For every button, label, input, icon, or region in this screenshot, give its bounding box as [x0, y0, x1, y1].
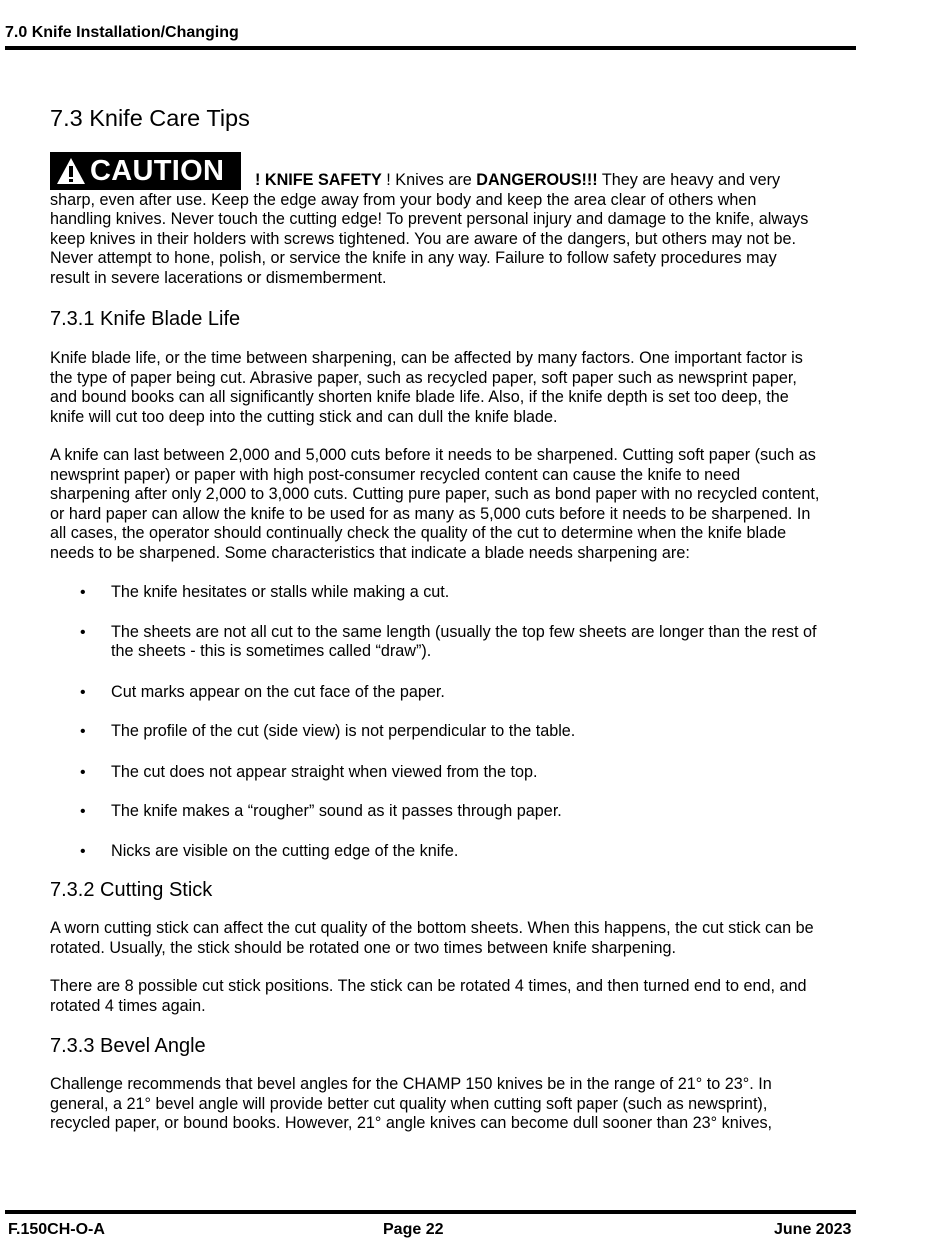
footer-page-number: Page 22 — [383, 1221, 444, 1238]
blade-life-paragraph-1: Knife blade life, or the time between sharpening, can be affected by many factors. One important factor is the type of paper being cut. Abrasive paper, such as recycled paper, soft paper such as newsprint paper, and bound books can all significantly shorten knife blade life. Also, if the knife depth is set too deep, the knife will cut too deep into the cutting stick and can dull the knife blade. — [50, 349, 803, 426]
bevel-angle-paragraph-1: Challenge recommends that bevel angles for the CHAMP 150 knives be in the range of 21° to 23°. In general, a 21° bevel angle will provide better cut quality when cutting soft paper (such as newsprint), recycled paper, or bound books. However, 21° angle knives can become dull sooner than 23° knives, — [50, 1075, 773, 1132]
section-title: 7.3 Knife Care Tips — [50, 105, 250, 131]
cutting-stick-paragraph-1: A worn cutting stick can affect the cut quality of the bottom sheets. When this happens, the cut stick can be rotated. Usually, the stick should be rotated one or two times between knife sharpening. — [50, 919, 814, 957]
caution-lead-text-2: They are heavy and very — [597, 171, 781, 189]
cutting-stick-title: 7.3.2 Cutting Stick — [50, 879, 213, 901]
blade-life-paragraph-2: A knife can last between 2,000 and 5,000 cuts before it needs to be sharpened. Cutting soft paper (such as newsprint paper) or paper with high post-consumer recycled content can cause the knife to need sharpening after only 2,000 to 3,000 cuts. Cutting pure paper, such as bond paper with no recycled content, or hard paper can allow the knife to be used for as many as 5,000 cuts before it needs to be sharpened. In all cases, the operator should continually check the quality of the cut to determine when the knife blade needs to be sharpened. Some characteristics that indicate a blade needs sharpening are: — [50, 446, 820, 562]
caution-badge-label: CAUTION — [90, 155, 225, 187]
page-content — [50, 103, 820, 1134]
caution-block — [50, 152, 820, 288]
list-item — [50, 683, 820, 703]
list-item-text: The cut does not appear straight when viewed from the top. — [111, 762, 538, 781]
bullet-icon: • — [80, 723, 86, 740]
bullet-icon: • — [80, 763, 86, 781]
caution-dangerous: DANGEROUS!!! — [476, 171, 598, 189]
caution-knife-safety: ! KNIFE SAFETY — [255, 171, 382, 189]
footer-date: June 2023 — [774, 1221, 852, 1238]
bullet-icon: • — [80, 683, 86, 701]
list-item — [50, 763, 820, 783]
list-item — [50, 583, 820, 603]
list-item-text: Cut marks appear on the cut face of the paper. — [111, 682, 445, 701]
caution-badge — [50, 152, 241, 190]
list-item-text: Nicks are visible on the cutting edge of the knife. — [111, 841, 459, 860]
list-item — [50, 842, 820, 862]
list-item-text: The knife makes a “rougher” sound as it passes through paper. — [111, 802, 562, 820]
list-item-text: The profile of the cut (side view) is not perpendicular to the table. — [111, 722, 576, 740]
warning-triangle-icon — [56, 157, 86, 185]
sharpening-signs-list — [50, 583, 820, 861]
caution-body: sharp, even after use. Keep the edge away from your body and keep the area clear of others when handling knives. Never touch the cutting edge! To prevent personal injury and damage to the knife, always keep knives in their holders with screws tightened. You are aware of the dangers, but others may not be. Never attempt to hone, polish, or service the knife in any way. Failure to follow safety procedures may result in severe lacerations or dismemberment. — [50, 190, 809, 287]
footer-rule — [5, 1210, 856, 1214]
blade-life-title: 7.3.1 Knife Blade Life — [50, 308, 241, 330]
list-item-text: The sheets are not all cut to the same length (usually the top few sheets are longer than the rest of the sheets - this is sometimes called “draw”). — [111, 622, 817, 660]
footer-doc-code: F.150CH-O-A — [8, 1221, 105, 1238]
bullet-icon: • — [80, 584, 86, 601]
caution-lead — [255, 171, 780, 191]
list-item — [50, 802, 820, 822]
caution-lead-text-1: ! Knives are — [381, 171, 477, 189]
bevel-angle-title: 7.3.3 Bevel Angle — [50, 1035, 206, 1057]
list-item — [50, 623, 820, 662]
header-rule — [5, 46, 856, 50]
list-item — [50, 722, 820, 742]
cutting-stick-paragraph-2: There are 8 possible cut stick positions. The stick can be rotated 4 times, and then turned end to end, and rotated 4 times again. — [50, 977, 807, 1015]
bullet-icon: • — [80, 623, 86, 641]
list-item-text: The knife hesitates or stalls while making a cut. — [111, 583, 450, 601]
bullet-icon: • — [80, 842, 86, 860]
bullet-icon: • — [80, 803, 86, 820]
page-header-title: 7.0 Knife Installation/Changing — [5, 24, 239, 41]
